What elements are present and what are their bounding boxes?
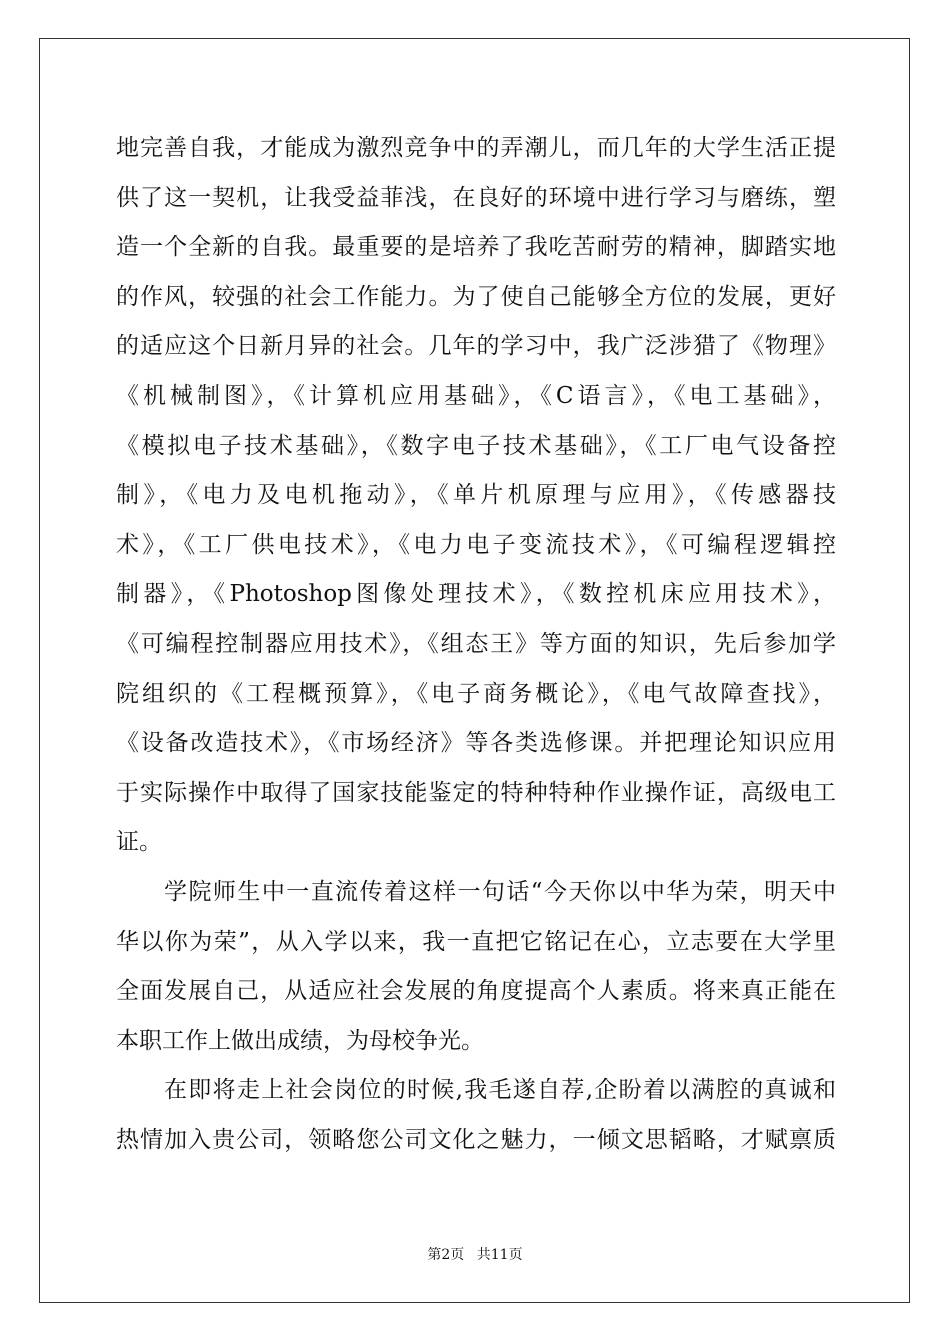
text-line: 《设备改造技术》，《市场经济》等各类选修课。并把理论知识应用 (116, 730, 836, 757)
text-line: 热情加入贵公司，领略您公司文化之魅力，一倾文思韬略，才赋禀质 (116, 1126, 836, 1153)
text-line: 证。 (116, 829, 162, 856)
page-footer (0, 1244, 950, 1264)
text-line: 供了这一契机，让我受益菲浅，在良好的环境中进行学习与磨练，塑 (116, 184, 836, 211)
text-line: 制》，《电力及电机拖动》，《单片机原理与应用》，《传感器技 (116, 482, 836, 509)
text-line: 于实际操作中取得了国家技能鉴定的特种特种作业操作证，高级电工 (116, 779, 836, 806)
text-line: 的作风，较强的社会工作能力。为了使自己能够全方位的发展，更好 (116, 283, 836, 310)
paragraph-first-line: 在即将走上社会岗位的时候,我毛遂自荐,企盼着以满腔的真诚和 (164, 1077, 836, 1104)
text-line: 《机械制图》，《计算机应用基础》，《C语言》，《电工基础》， (116, 382, 836, 409)
text-line: 《可编程控制器应用技术》，《组态王》等方面的知识，先后参加学 (116, 630, 836, 657)
text-line: 地完善自我，才能成为激烈竞争中的弄潮儿，而几年的大学生活正提 (116, 135, 836, 161)
text-line: 院组织的《工程概预算》，《电子商务概论》，《电气故障查找》， (116, 680, 836, 707)
paragraph-first-line: 学院师生中一直流传着这样一句话“今天你以中华为荣，明天中 (164, 878, 836, 905)
page-number: 第2页 (427, 1247, 465, 1263)
text-line: 造一个全新的自我。最重要的是培养了我吃苦耐劳的精神，脚踏实地 (116, 234, 836, 261)
text-line: 术》，《工厂供电技术》，《电力电子变流技术》，《可编程逻辑控 (116, 531, 836, 558)
text-line: 全面发展自己，从适应社会发展的角度提高个人素质。将来真正能在 (116, 978, 836, 1005)
text-line: 的适应这个日新月异的社会。几年的学习中，我广泛涉猎了《物理》 (116, 333, 836, 360)
text-line: 《模拟电子技术基础》，《数字电子技术基础》，《工厂电气设备控 (116, 432, 836, 459)
text-line: 华以你为荣”，从入学以来，我一直把它铭记在心，立志要在大学里 (116, 928, 836, 955)
page-total: 共11页 (476, 1247, 523, 1263)
text-line: 本职工作上做出成绩，为母校争光。 (116, 1027, 484, 1054)
text-line: 制器》，《Photoshop图像处理技术》，《数控机床应用技术》， (116, 581, 836, 608)
document-body (116, 124, 836, 1165)
